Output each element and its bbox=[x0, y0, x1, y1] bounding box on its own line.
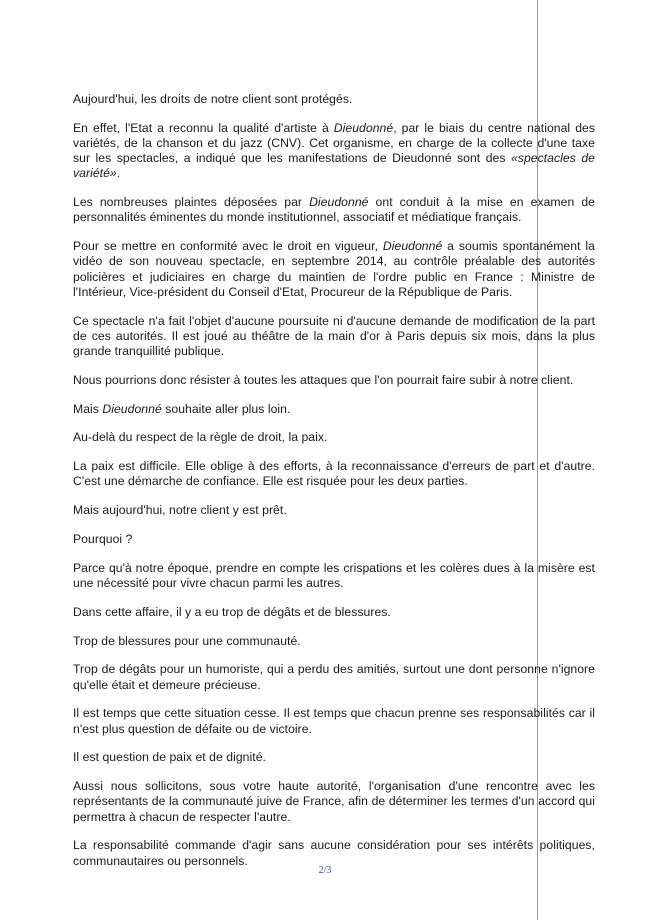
document-body bbox=[73, 92, 595, 882]
paragraph bbox=[73, 430, 595, 445]
text-run: Il est temps que cette situation cesse. Il est temps que chacun prenne ses responsabilités car il n'est plus question de défaite ou de victoire. bbox=[73, 706, 595, 736]
text-run: Aujourd'hui, les droits de notre client sont protégés. bbox=[73, 92, 353, 106]
text-run: Au-delà du respect de la règle de droit, la paix. bbox=[73, 430, 328, 445]
paragraph bbox=[73, 314, 595, 360]
italic-text-run: Dieudonné bbox=[102, 401, 162, 416]
text-run: Pourquoi ? bbox=[73, 532, 133, 546]
paragraph bbox=[73, 750, 595, 765]
text-run: a soumis spontanément la vidéo de son nouveau spectacle, en septembre 2014, au contrôle préalable des autorités policières et judiciaires en charge du maintien de l'ordre public en France : Ministre de l'Intérieur, Vice-président du Conseil d'Etat, Procureur de la République de Paris. bbox=[73, 239, 595, 299]
text-run: Les nombreuses plaintes déposées par bbox=[73, 195, 310, 210]
paragraph bbox=[73, 662, 595, 692]
paragraph bbox=[73, 779, 595, 825]
text-run: La paix est difficile. Elle oblige à des efforts, à la reconnaissance d'erreurs de part et d'autre. C'est une démarche de confiance. Elle est risquée pour les deux parties. bbox=[73, 459, 595, 489]
text-run: Aussi nous sollicitons, sous votre haute autorité, l'organisation d'une rencontre avec les représentants de la communauté juive de France, afin de déterminer les termes d'un accord qui permettra à chacun de respecter l'autre. bbox=[73, 779, 595, 824]
text-run: ont conduit à la mise en examen de personnalités éminentes du monde institutionnel, associatif et médiatique français. bbox=[73, 195, 595, 225]
paragraph bbox=[73, 92, 595, 107]
paragraph bbox=[73, 605, 595, 620]
italic-text-run: Dieudonné bbox=[309, 195, 369, 210]
text-run: souhaite aller plus loin. bbox=[161, 401, 291, 416]
text-run: Trop de blessures pour une communauté. bbox=[73, 633, 301, 648]
text-run: Ce spectacle n'a fait l'objet d'aucune poursuite ni d'aucune demande de modification de la part de ces autorités. Il est joué au théâtre de la main d'or à Paris depuis six mois, dans la plus grande tranquillité publique. bbox=[73, 313, 595, 359]
text-run: La responsabilité commande d'agir sans aucune considération pour ses intérêts politiques, communautaires ou personnels. bbox=[73, 838, 595, 868]
paragraph bbox=[73, 239, 595, 300]
paragraph bbox=[73, 459, 595, 489]
paragraph bbox=[73, 634, 595, 649]
italic-text-run: «spectacles de variété» bbox=[73, 151, 595, 181]
text-run: En effet, l'Etat a reconnu la qualité d'artiste à bbox=[73, 120, 334, 135]
italic-text-run: Dieudonné bbox=[333, 120, 394, 135]
text-run: , par le biais du centre national des variétés, de la chanson et du jazz (CNV). Cet organisme, en charge de la collecte d'une taxe sur les spectacles, a indiqué que les manifestations de Dieudonné sont des bbox=[73, 120, 595, 166]
text-run: Parce qu'à notre époque, prendre en compte les crispations et les colères dues à la misère est une nécessité pour vivre chacun parmi les autres. bbox=[73, 560, 595, 590]
paragraph bbox=[73, 195, 595, 225]
text-run: Nous pourrions donc résister à toutes les attaques que l'on pourrait faire subir à notre client. bbox=[73, 372, 574, 387]
text-run: Dans cette affaire, il y a eu trop de dégâts et de blessures. bbox=[73, 604, 391, 619]
text-run: Pour se mettre en conformité avec le droit en vigueur, bbox=[73, 239, 383, 254]
paragraph bbox=[73, 532, 595, 547]
text-run: Trop de dégâts pour un humoriste, qui a perdu des amitiés, surtout une dont personne n'ignore qu'elle était et demeure précieuse. bbox=[73, 662, 595, 692]
paragraph bbox=[73, 121, 595, 182]
text-run: . bbox=[116, 166, 121, 181]
italic-text-run: Dieudonné bbox=[382, 239, 443, 254]
paragraph bbox=[73, 503, 595, 518]
text-run: Il est question de paix et de dignité. bbox=[73, 750, 266, 765]
text-run: Mais bbox=[73, 401, 103, 416]
page-number: 2/3 bbox=[318, 865, 332, 876]
paragraph bbox=[73, 561, 595, 591]
paragraph bbox=[73, 373, 595, 388]
paragraph bbox=[73, 706, 595, 736]
paragraph bbox=[73, 402, 595, 417]
text-run: Mais aujourd'hui, notre client y est prêt. bbox=[73, 503, 287, 518]
